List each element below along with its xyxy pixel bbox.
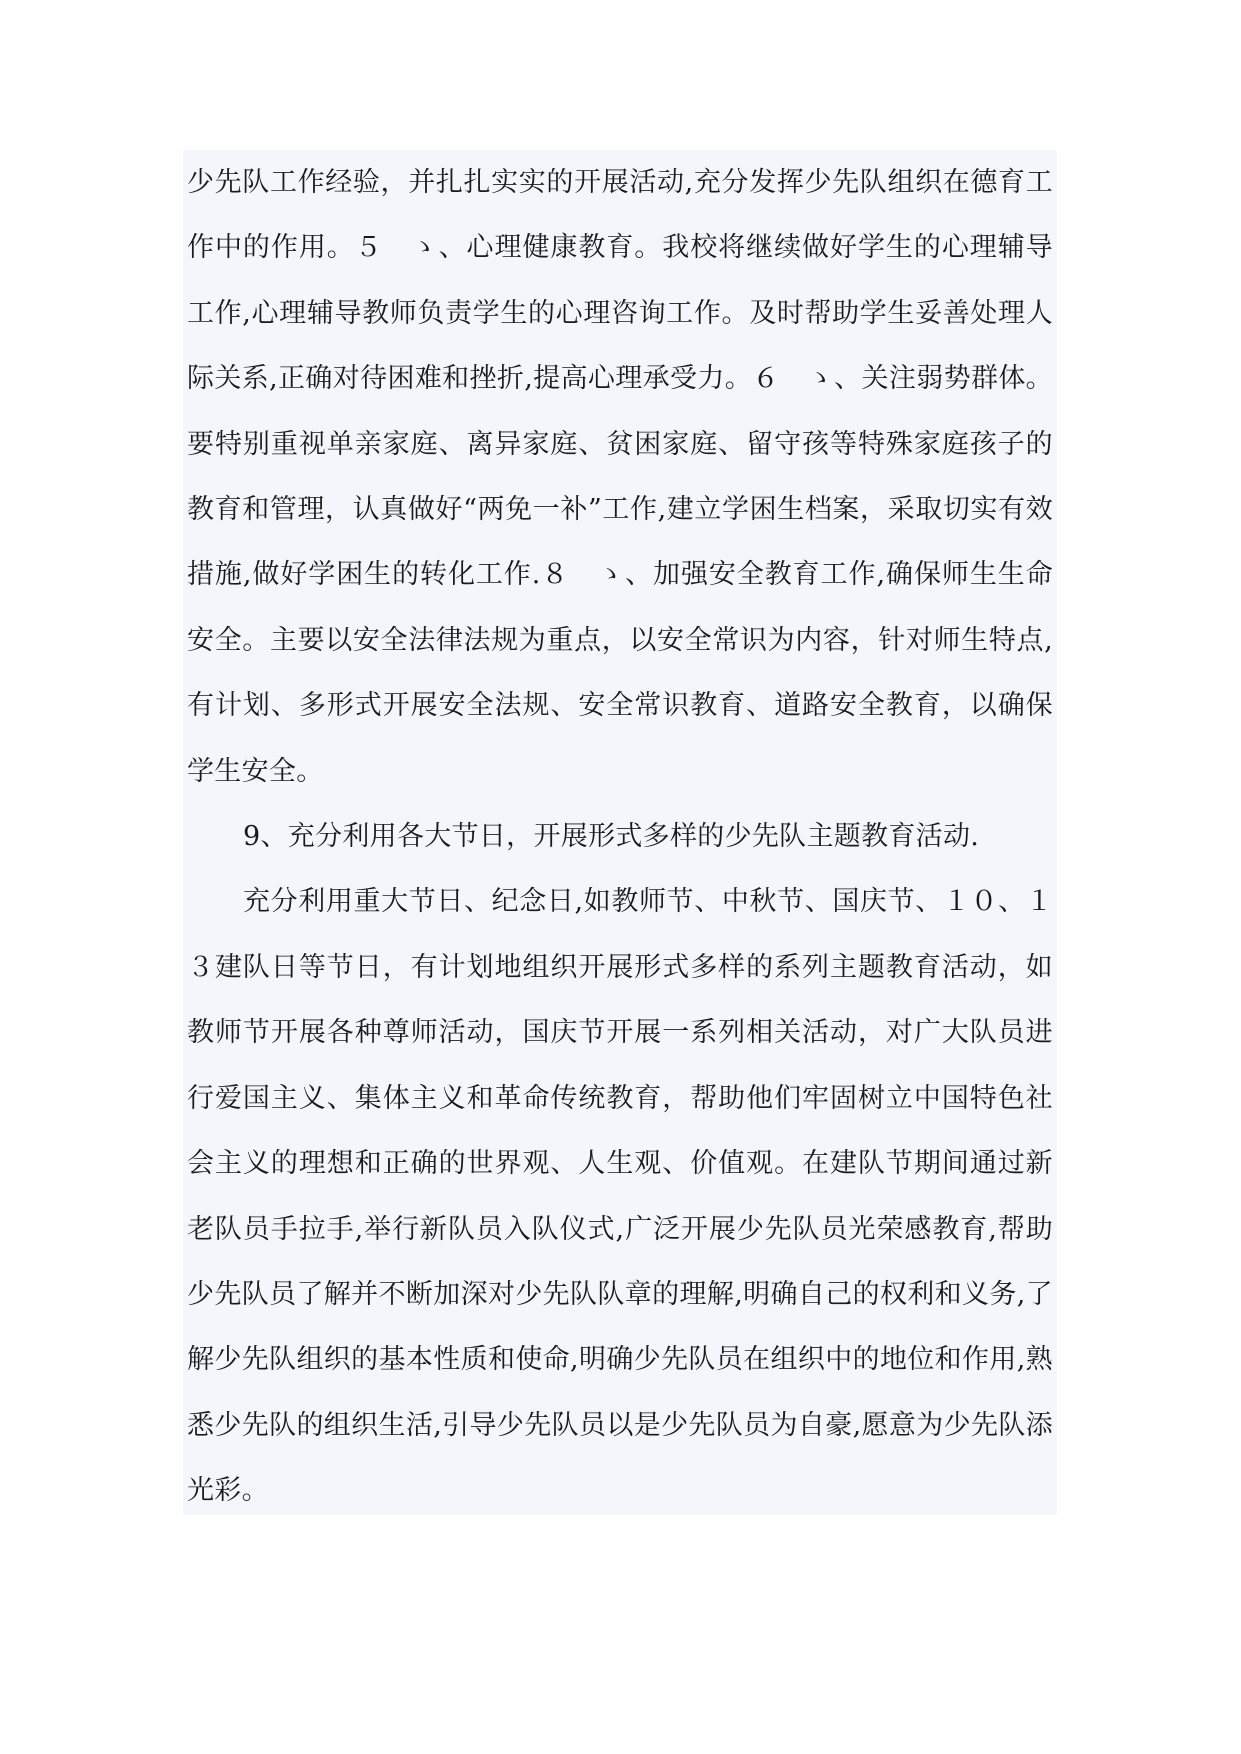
document-body — [183, 150, 1057, 1515]
body-paragraph-2: 充分利用重大节日、纪念日,如教师节、中秋节、国庆节、１０、１３建队日等节日，有计划地组织开展形式多样的系列主题教育活动，如教师节开展各种尊师活动，国庆节开展一系列相关活动，对广大队员进行爱国主义、集体主义和革命传统教育，帮助他们牢固树立中国特色社会主义的理想和正确的世界观、人生观、价值观。在建队节期间通过新老队员手拉手,举行新队员入队仪式,广泛开展少先队员光荣感教育,帮助少先队员了解并不断加深对少先队队章的理解,明确自己的权利和义务,了解少先队组织的基本性质和使命,明确少先队员在组织中的地位和作用,熟悉少先队的组织生活,引导少先队员以是少先队员为自豪,愿意为少先队添光彩。 — [187, 886, 1053, 1507]
section-heading-9: 9、充分利用各大节日，开展形式多样的少先队主题教育活动. — [243, 821, 980, 853]
body-paragraph-1: 少先队工作经验，并扎扎实实的开展活动,充分发挥少先队组织在德育工作中的作用。５ ゝ、心理健康教育。我校将继续做好学生的心理辅导工作,心理辅导教师负责学生的心理咨询工作。及时帮助学生妥善处理人际关系,正确对待困难和挫折,提高心理承受力。６ ゝ、关注弱势群体。要特别重视单亲家庭、离异家庭、贫困家庭、留守孩等特殊家庭孩子的教育和管理，认真做好“两免一补”工作,建立学困生档案，采取切实有效措施,做好学困生的转化工作.８ ゝ、加强安全教育工作,确保师生生命安全。主要以安全法律法规为重点，以安全常识为内容，针对师生特点,有计划、多形式开展安全法规、安全常识教育、道路安全教育，以确保学生安全。 — [187, 167, 1053, 787]
